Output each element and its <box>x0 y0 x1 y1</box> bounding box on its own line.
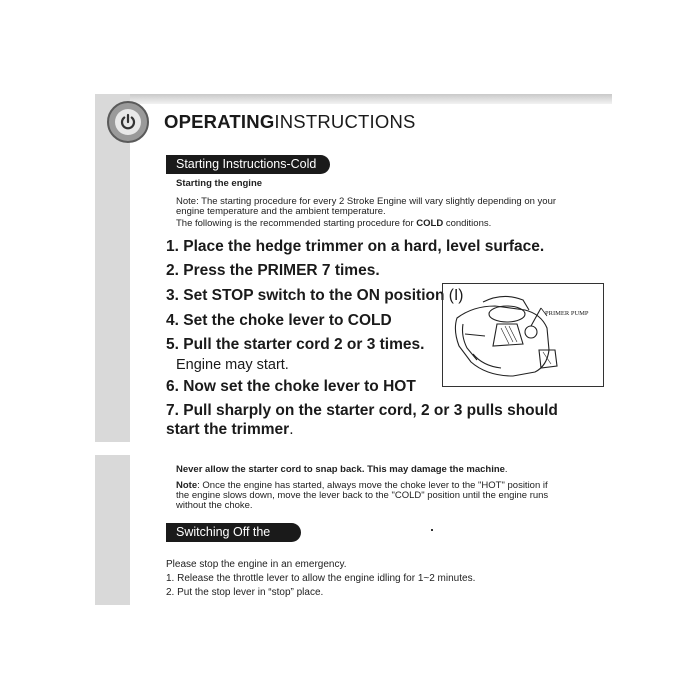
step-7-line-2 <box>166 421 294 439</box>
page-title <box>164 111 416 133</box>
step-6: 6. Now set the choke lever to HOT <box>166 378 416 395</box>
step-1: 1. Place the hedge trimmer on a hard, level surface. <box>166 238 545 255</box>
side-bar-bottom <box>95 455 130 605</box>
off-intro: Please stop the engine in an emergency. <box>166 559 347 570</box>
power-badge <box>107 101 149 143</box>
title-bold: OPERATING <box>164 111 275 132</box>
recommended-line <box>176 218 491 229</box>
warning-note-text-1: : Once the engine has started, always move the choke lever to the "HOT" position if <box>197 480 548 491</box>
step-5-sub: Engine may start. <box>176 357 289 373</box>
off-item-2: 2. Put the stop lever in “stop” place. <box>166 587 324 598</box>
step-7-line-1: 7. Pull sharply on the starter cord, 2 or 3 pulls should <box>166 402 558 419</box>
off-item-1: 1. Release the throttle lever to allow the engine idling for 1~2 minutes. <box>166 573 476 584</box>
step-7-end: . <box>289 421 294 438</box>
step-4: 4. Set the choke lever to COLD <box>166 312 392 329</box>
note-line-2: engine temperature and the ambient temperature. <box>176 206 386 217</box>
primer-pump-label: PRIMER PUMP <box>545 310 589 317</box>
step-3-plain: (I) <box>448 287 464 304</box>
stray-dot <box>431 529 433 531</box>
step-5: 5. Pull the starter cord 2 or 3 times. <box>166 336 425 353</box>
header-band <box>95 94 612 104</box>
recommended-post: conditions. <box>443 218 492 229</box>
engine-drawing <box>443 284 603 386</box>
subheading-starting-engine: Starting the engine <box>176 178 263 189</box>
warning-never <box>176 464 508 475</box>
side-bar-top <box>95 94 130 442</box>
section-pill-switching-off: Switching Off the <box>166 523 301 542</box>
warning-never-end: . <box>504 464 508 475</box>
step-3-bold: 3. Set STOP switch to the ON position <box>166 287 449 304</box>
step-3 <box>166 287 463 305</box>
step-2: 2. Press the PRIMER 7 times. <box>166 262 380 279</box>
warning-never-text: Never allow the starter cord to snap back. This may damage the machine <box>176 464 505 475</box>
title-rest: INSTRUCTIONS <box>274 111 416 132</box>
warning-note-line-2: the engine slows down, move the lever back to the "COLD" position until the engine runs <box>176 490 549 501</box>
power-icon <box>119 113 137 131</box>
section-pill-cold: Starting Instructions-Cold <box>166 155 330 174</box>
warning-note-line-3: without the choke. <box>176 500 253 511</box>
recommended-bold: COLD <box>416 218 444 229</box>
recommended-pre: The following is the recommended starting procedure for <box>176 218 417 229</box>
engine-figure <box>442 283 604 387</box>
warning-note-label: Note <box>176 480 198 491</box>
step-7-bold: start the trimmer <box>166 421 290 438</box>
note-line-1: Note: The starting procedure for every 2 Stroke Engine will vary slightly depending on your <box>176 196 557 207</box>
